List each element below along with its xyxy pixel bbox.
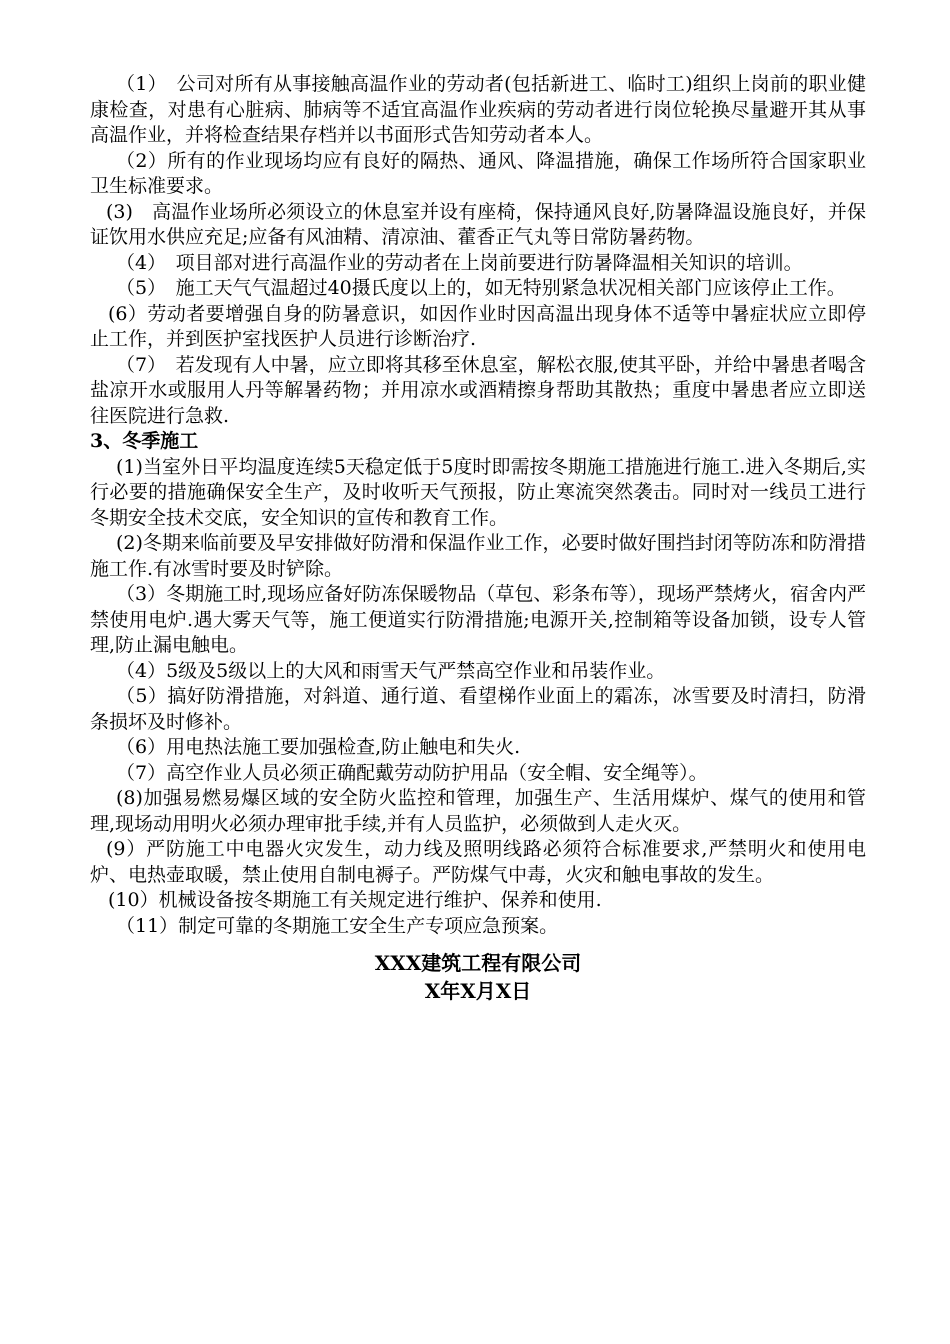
winter-item-5: （5）搞好防滑措施，对斜道、通行道、看望梯作业面上的霜冻，冰雪要及时清扫，防滑条损坏及时修补。 <box>90 685 866 733</box>
heat-item-1: （1） 公司对所有从事接触高温作业的劳动者(包括新进工、临时工)组织上岗前的职业健康检查，对患有心脏病、肺病等不适宜高温作业疾病的劳动者进行岗位轮换尽量避开其从事高温作业，并将检查结果存档并以书面形式告知劳动者本人。 <box>90 73 866 146</box>
heat-item-2: （2）所有的作业现场均应有良好的隔热、通风、降温措施，确保工作场所符合国家职业卫生标准要求。 <box>90 149 866 197</box>
heat-item-7: （7） 若发现有人中暑，应立即将其移至休息室，解松衣服,使其平卧，并给中暑患者喝含盐凉开水或服用人丹等解暑药物；并用凉水或酒精擦身帮助其散热；重度中暑患者应立即送往医院进行急救. <box>90 353 866 427</box>
heat-item-4: （4） 项目部对进行高温作业的劳动者在上岗前要进行防暑降温相关知识的培训。 <box>116 251 803 274</box>
signature-date: X年X月X日 <box>424 979 532 1003</box>
winter-item-2: (2)冬期来临前要及早安排做好防滑和保温作业工作，必要时做好围挡封闭等防冻和防滑措施工作.有冰雪时要及时铲除。 <box>90 532 866 580</box>
section-heading-winter: 3、冬季施工 <box>90 430 199 452</box>
winter-item-7: （7）高空作业人员必须正确配戴劳动防护用品（安全帽、安全绳等）。 <box>116 761 708 784</box>
winter-item-3: （3）冬期施工时,现场应备好防冻保暖物品（草包、彩条布等），现场严禁烤火，宿舍内严禁使用电炉.遇大雾天气等，施工便道实行防滑措施;电源开关,控制箱等设备加锁，设专人管理,防止漏电触电。 <box>90 583 866 656</box>
winter-item-8: (8)加强易燃易爆区域的安全防火监控和管理，加强生产、生活用煤炉、煤气的使用和管理,现场动用明火必须办理审批手续,并有人员监护，必须做到人走火灭。 <box>90 787 866 835</box>
winter-item-9: (9）严防施工中电器火灾发生，动力线及照明线路必须符合标准要求,严禁明火和使用电炉、电热壶取暖，禁止使用自制电褥子。严防煤气中毒，火灾和触电事故的发生。 <box>90 838 866 886</box>
winter-item-4: （4）5级及5级以上的大风和雨雪天气严禁高空作业和吊装作业。 <box>116 659 666 682</box>
heat-item-6: (6）劳动者要增强自身的防暑意识，如因作业时因高温出现身体不适等中暑症状应立即停止工作，并到医护室找医护人员进行诊断治疗. <box>90 302 866 350</box>
heat-item-3: (3) 高温作业场所必须设立的休息室并设有座椅，保持通风良好,防暑降温设施良好，并保证饮用水供应充足;应备有风油精、清凉油、藿香正气丸等日常防暑药物。 <box>90 200 866 248</box>
company-name: XXX建筑工程有限公司 <box>374 951 582 975</box>
heat-item-5: （5） 施工天气气温超过40摄氏度以上的，如无特别紧急状况相关部门应该停止工作。 <box>116 277 846 299</box>
document-body <box>90 72 866 1005</box>
signature-block <box>90 949 866 1005</box>
winter-item-1: (1)当室外日平均温度连续5天稳定低于5度时即需按冬期施工措施进行施工.进入冬期后,实行必要的措施确保安全生产，及时收听天气预报，防止寒流突然袭击。同时对一线员工进行冬期安全技术交底，安全知识的宣传和教育工作。 <box>90 455 866 529</box>
winter-item-11: （11）制定可靠的冬期施工安全生产专项应急预案。 <box>116 914 559 937</box>
winter-item-10: (10）机械设备按冬期施工有关规定进行维护、保养和使用. <box>108 889 602 911</box>
winter-item-6: （6）用电热法施工要加强检查,防止触电和失火. <box>116 736 521 758</box>
